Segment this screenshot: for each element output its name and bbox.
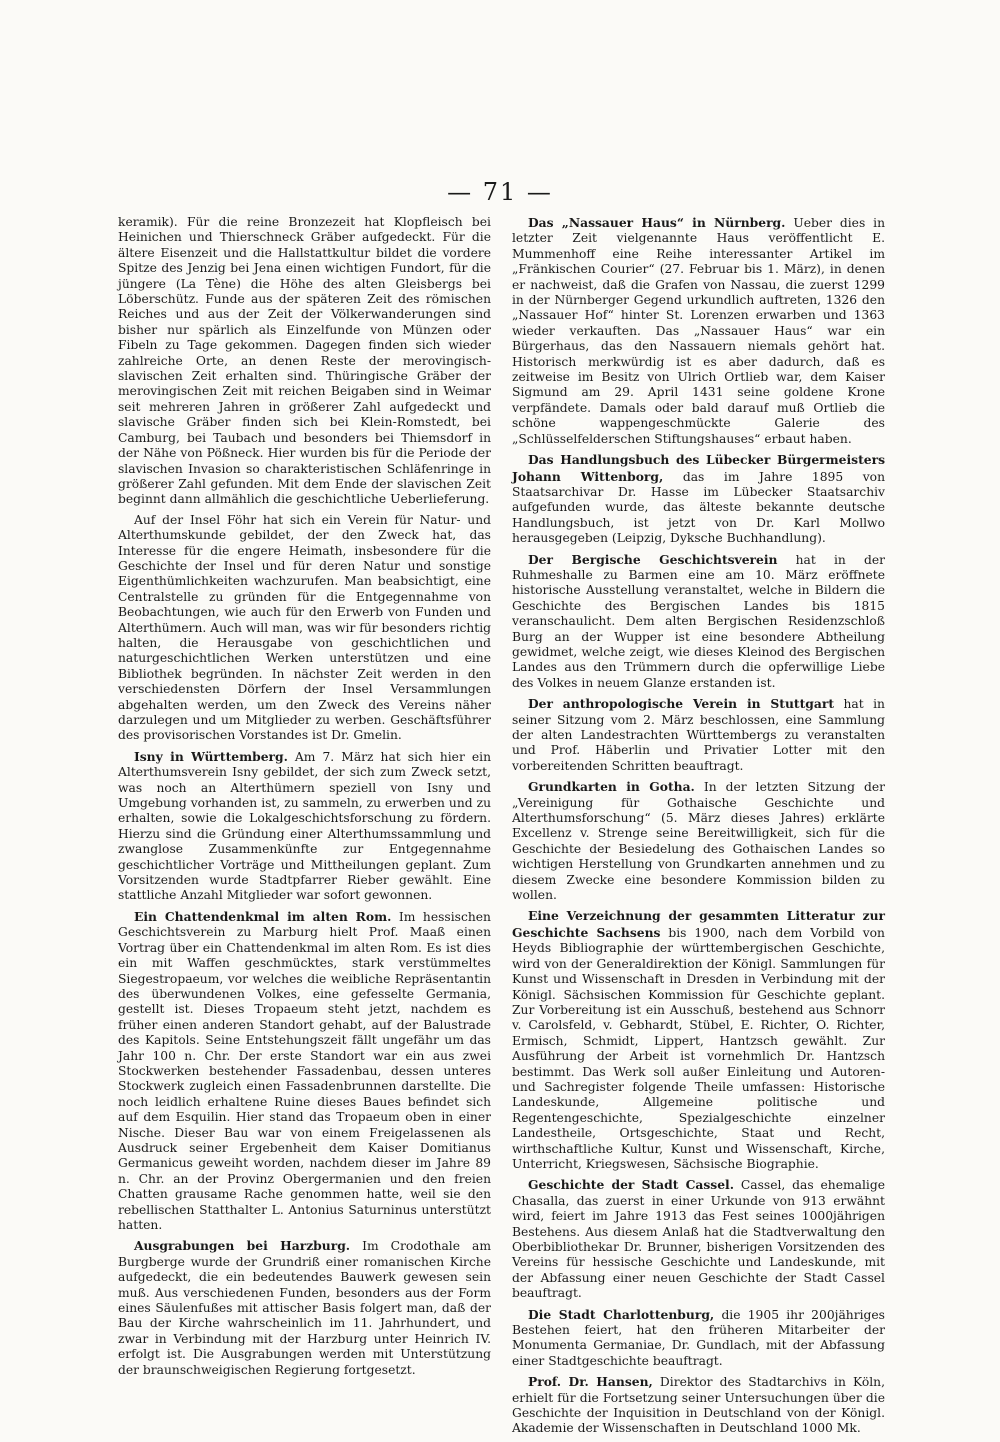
article-paragraph	[512, 215, 885, 447]
article-paragraph	[512, 1374, 885, 1437]
article-paragraph	[512, 908, 885, 1172]
page-number: — 71 —	[447, 178, 553, 206]
article-heading: Die Stadt Charlottenburg,	[528, 1306, 715, 1322]
article-body: die 1905 ihr 200jähriges Bestehen feiert, hat den früheren Mitarbeiter der Monumenta Germaniae, Dr. Gundlach, mit der Abfassung einer Stadtgeschichte beauftragt.	[512, 1307, 885, 1368]
article-heading: Prof. Dr. Hansen,	[528, 1374, 653, 1390]
article-body: Cassel, das ehemalige Chasalla, das zuerst in einer Urkunde von 913 erwähnt wird, feiert im Jahre 1913 das Fest seines 1000jährigen Bestehens. Aus diesem Anlaß hat die Stadtverwaltung den Oberbibliothekar Dr. Brunner, bisherigen Vorsitzenden des Vereins für hessische Geschichte und Landeskunde, mit der Abfassung einer neuen Geschichte der Stadt Cassel beauftragt.	[512, 1178, 885, 1301]
article-body: Ueber dies in letzter Zeit vielgenannte Haus veröffentlicht E. Mummenhoff eine Reihe interessanter Artikel im „Fränkischen Courier“ (27. Februar bis 1. März), in denen er nachweist, daß die Grafen von Nassau, die zuerst 1299 in der Nürnberger Gegend urkundlich auftreten, 1326 den „Nassauer Hof“ hinter St. Lorenzen erwarben und 1363 wieder verkauften. Das „Nassauer Haus“ war ein Bürgerhaus, das den Nassauern niemals gehört hat. Historisch merkwürdig ist es aber dadurch, daß es zeitweise im Besitz von Ulrich Ortlieb war, dem Kaiser Sigmund am 29. April 1431 seine goldene Krone verpfändete. Damals oder bald darauf muß Ortlieb die schöne wappengeschmückte Galerie des „Schlüsselfelderschen Stiftungshauses“ erbaut haben.	[512, 216, 886, 446]
article-body: Direktor des Stadtarchivs in Köln, erhielt für die Fortsetzung seiner Untersuchungen über die Geschichte der Inquisition in Deutschland von der Königl. Akademie der Wissenschaften in Deutschland 1000 Mk.	[512, 1375, 885, 1436]
article-heading: Ein Chattendenkmal im alten Rom.	[134, 908, 392, 924]
article-paragraph	[512, 696, 885, 774]
article-paragraph	[512, 552, 885, 692]
left-column	[118, 215, 491, 1383]
article-heading: Das Handlungsbuch des Lübecker Bürgermeisters Johann Wittenborg,	[512, 452, 885, 484]
article-body: das im Jahre 1895 von Staatsarchivar Dr. Hasse im Lübecker Staatsarchiv aufgefunden wurde, das älteste bekannte deutsche Handlungsbuch, ist jetzt von Dr. Karl Mollwo herausgegeben (Leipzig, Dyksche Buchhandlung).	[512, 469, 885, 546]
article-paragraph	[512, 779, 885, 903]
article-paragraph	[118, 513, 491, 744]
article-paragraph	[118, 909, 491, 1234]
article-paragraph	[512, 1307, 885, 1370]
article-body: hat in seiner Sitzung vom 2. März beschlossen, eine Sammlung der alten Landestrachten Württembergs zu veranstalten und Prof. Häberlin und Privatier Lotter mit den vorbereitenden Schritten beauftragt.	[512, 697, 885, 773]
article-paragraph	[512, 1177, 885, 1301]
article-heading: Das „Nassauer Haus“ in Nürnberg.	[528, 215, 786, 230]
article-paragraph	[118, 215, 491, 508]
article-heading: Der anthropologische Verein in Stuttgart	[528, 696, 834, 712]
article-body: Im Crodothale am Burgberge wurde der Grundriß einer romanischen Kirche aufgedeckt, die ein bedeutendes Bauwerk gewesen sein muß. Aus verschiedenen Funden, besonders aus der Form eines Säulenfußes mit attischer Basis folgert man, daß der Bau der Kirche wahrscheinlich im 11. Jahrhundert, und zwar in Verbindung mit der Harzburg unter Heinrich IV. erfolgt ist. Die Ausgrabungen werden mit Unterstützung der braunschweigischen Regierung fortgesetzt.	[118, 1239, 491, 1377]
article-paragraph	[512, 452, 885, 546]
article-heading: Eine Verzeichnung der gesammten Litteratur zur Geschichte Sachsens	[512, 908, 885, 940]
article-paragraph	[118, 1238, 491, 1378]
article-paragraph	[118, 749, 491, 904]
right-column	[512, 215, 885, 1442]
article-body: Am 7. März hat sich hier ein Alterthumsverein Isny gebildet, der sich zum Zweck setzt, was noch an Alterthümern speziell von Isny und Umgebung vorhanden ist, zu sammeln, zu erwerben und zu erhalten, sowie die Lokalgeschichtsforschung zu fördern. Hierzu sind die Gründung einer Alterthumssammlung und zwanglose Zusammenkünfte zur Entgegennahme geschichtlicher Vorträge und Mittheilungen geplant. Zum Vorsitzenden wurde Stadtpfarrer Rieber gewählt. Eine stattliche Anzahl Mitglieder war sofort gewonnen.	[118, 749, 491, 903]
article-heading: Isny in Württemberg.	[134, 748, 288, 764]
article-heading: Grundkarten in Gotha.	[528, 779, 695, 795]
article-body: bis 1900, nach dem Vorbild von Heyds Bibliographie der württembergischen Geschichte, wird von der Generaldirektion der Königl. Sammlungen für Kunst und Wissenschaft in Dresden in Verbindung mit der Königl. Sächsischen Kommission für Geschichte geplant. Zur Vorbereitung ist ein Ausschuß, bestehend aus Schnorr v. Carolsfeld, v. Gebhardt, Stübel, E. Richter, O. Richter, Ermisch, Schmidt, Lippert, Hantzsch gewählt. Zur Ausführung der Arbeit ist vornehmlich Dr. Hantzsch bestimmt. Das Werk soll außer Einleitung und Autoren- und Sachregister folgende Theile umfassen: Historische Landeskunde, Allgemeine politische und Regentengeschichte, Spezialgeschichte einzelner Landestheile, Ortsgeschichte, Staat und Recht, wirthschaftliche Kultur, Kunst und Wissenschaft, Kirche, Unterricht, Kriegswesen, Sächsische Biographie.	[512, 925, 885, 1171]
article-body: Im hessischen Geschichtsverein zu Marburg hielt Prof. Maaß einen Vortrag über ein Chattendenkmal im alten Rom. Es ist dies ein mit Waffen geschmücktes, stark verstümmeltes Siegestropaeum, vor welches die weibliche Repräsentantin des überwundenen Volkes, eine gefesselte Germania, gestellt ist. Dieses Tropaeum steht jetzt, nachdem es früher einen anderen Standort gehabt, auf der Balustrade des Kapitols. Seine Entstehungszeit fällt ungefähr um das Jahr 100 n. Chr. Der erste Standort war ein aus zwei Stockwerken bestehender Fassadenbau, dessen unteres Stockwerk zugleich einen Fassadenbrunnen darstellte. Die noch leidlich erhaltene Ruine dieses Baues befindet sich auf dem Esquilin. Hier stand das Tropaeum oben in einer Nische. Dieser Bau war von einem Freigelassenen als Ausdruck seiner Ergebenheit dem Kaiser Domitianus Germanicus geweiht worden, nachdem dieser im Jahre 89 n. Chr. an der Provinz Obergermanien und den freien Chatten grausame Rache genommen hatte, weil sie den rebellischen Statthalter L. Antonius Saturninus unterstützt hatten.	[118, 909, 491, 1232]
article-heading: Geschichte der Stadt Cassel.	[528, 1177, 734, 1193]
article-heading: Der Bergische Geschichtsverein	[528, 551, 778, 567]
article-body: keramik). Für die reine Bronzezeit hat Klopfleisch bei Heinichen und Thierschneck Gräber aufgedeckt. Für die ältere Eisenzeit und die Hallstattkultur bildet die vordere Spitze des Jenzig bei Jena einen wichtigen Fundort, für die jüngere (La Tène) die Höhe des alten Gleisbergs bei Löberschütz. Funde aus der späteren Zeit des römischen Reiches und aus der Zeit der Völkerwanderungen sind bisher nur spärlich als Einzelfunde von Münzen oder Fibeln zu Tage gekommen. Dagegen finden sich wieder zahlreiche Orte, an denen Reste der merovingisch-slavischen Zeit erhalten sind. Thüringische Gräber der merovingischen Zeit mit reichen Beigaben sind in Weimar seit mehreren Jahren in größerer Zahl aufgedeckt und slavische Gräber finden sich bei Klein-Romstedt, bei Camburg, bei Taubach und besonders bei Thiemsdorf in der Nähe von Pößneck. Hier wurden bis für die Periode der slavischen Invasion so charakteristischen Schläfenringe in größerer Zahl gefunden. Mit dem Ende der slavischen Zeit beginnt dann allmählich die geschichtliche Ueberlieferung.	[118, 215, 491, 507]
article-body: In der letzten Sitzung der „Vereinigung für Gothaische Geschichte und Alterthumsforschung“ (5. März dieses Jahres) erklärte Excellenz v. Strenge seine Bereitwilligkeit, sich für die Geschichte der Besiedelung des Gothaischen Landes so wichtigen Herstellung von Grundkarten annehmen und zu diesem Zwecke eine besondere Kommission bilden zu wollen.	[512, 780, 885, 903]
article-body: hat in der Ruhmeshalle zu Barmen eine am 10. März eröffnete historische Ausstellung veranstaltet, welche in Bildern die Geschichte des Bergischen Landes bis 1815 veranschaulicht. Dem alten Bergischen Residenzschloß Burg an der Wupper ist eine besondere Abtheilung gewidmet, welche zeigt, wie dieses Kleinod des Bergischen Landes aus den Trümmern durch die opferwillige Liebe des Volkes in neuem Glanze erstanden ist.	[512, 552, 885, 690]
article-body: Auf der Insel Föhr hat sich ein Verein für Natur- und Alterthumskunde gebildet, der den Zweck hat, das Interesse für die engere Heimath, insbesondere für die Geschichte der Insel und für deren Natur und sonstige Eigenthümlichkeiten wachzurufen. Man beabsichtigt, eine Centralstelle zu gründen für die Entgegennahme von Beobachtungen, wie auch für den Erwerb von Funden und Alterthümern. Auch will man, was wir für besonders richtig halten, die Herausgabe von geschichtlichen und naturgeschichtlichen Werken unterstützen und eine Bibliothek begründen. In nächster Zeit werden in den verschiedensten Dörfern der Insel Versammlungen abgehalten werden, um den Zweck des Vereins näher darzulegen und um Mitglieder zu werben. Geschäftsführer des provisorischen Vorstandes ist Dr. Gmelin.	[118, 512, 491, 743]
article-heading: Ausgrabungen bei Harzburg.	[134, 1238, 351, 1254]
